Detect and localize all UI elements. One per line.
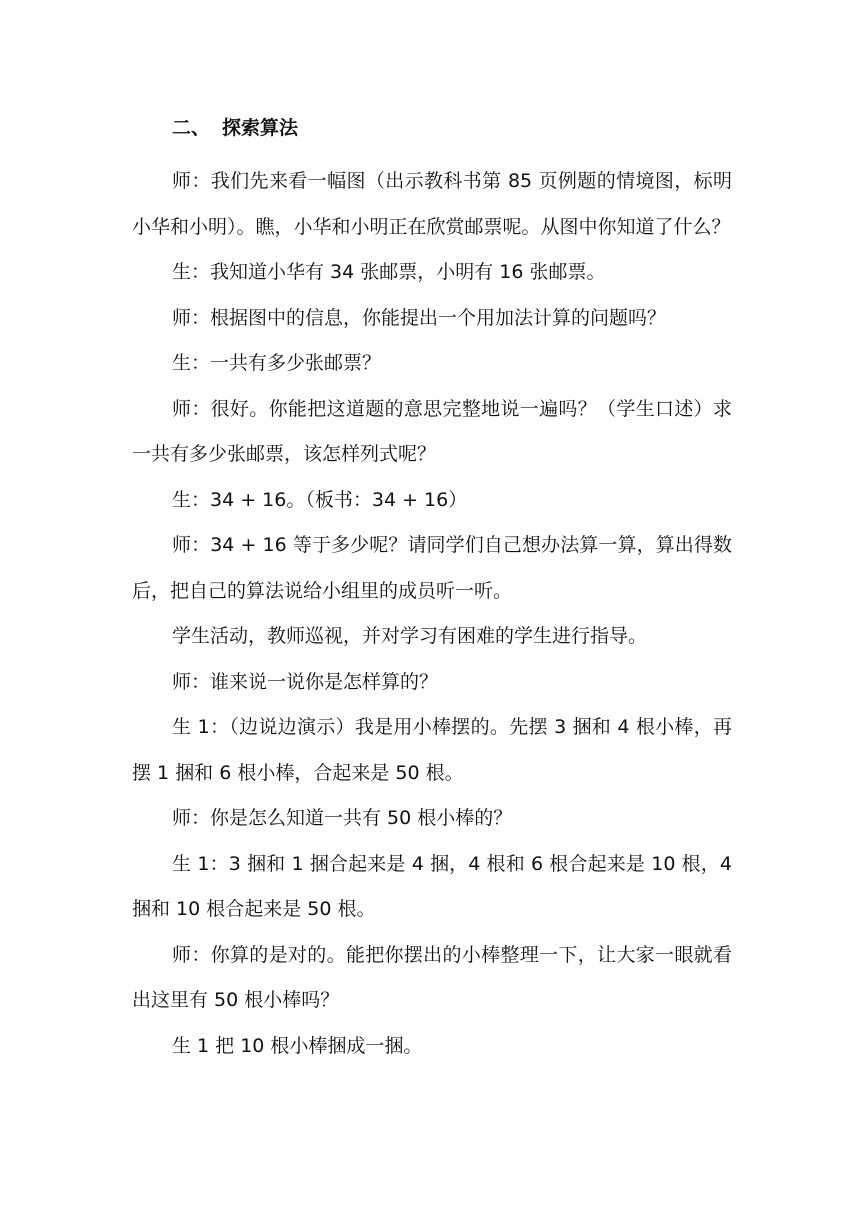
paragraph-13: 师：你算的是对的。能把你摆出的小棒整理一下，让大家一眼就看出这里有 50 根小棒吗？ (132, 943, 732, 1011)
paragraph-6: 生：34 + 16。（板书：34 + 16） (172, 488, 468, 511)
paragraph-11: 师：你是怎么知道一共有 50 根小棒的？ (172, 807, 513, 829)
section-number: 二、 (172, 117, 211, 139)
paragraph-2: 生：我知道小华有 34 张邮票，小明有 16 张邮票。 (172, 261, 606, 283)
paragraph-10: 生 1：（边说边演示）我是用小棒摆的。先摆 3 捆和 4 根小棒，再摆 1 捆和 6 根小棒，合起来是 50 根。 (132, 716, 732, 784)
paragraph-4: 生：一共有多少张邮票？ (172, 352, 382, 374)
section-heading (172, 113, 732, 159)
paragraph-5: 师：很好。你能把这道题的意思完整地说一遍吗？（学生口述）求一共有多少张邮票，该怎样列式呢？ (132, 397, 732, 465)
document-body (132, 113, 732, 1069)
paragraph-3: 师：根据图中的信息，你能提出一个用加法计算的问题吗？ (172, 306, 667, 329)
section-title: 探索算法 (222, 117, 299, 139)
paragraph-8: 学生活动，教师巡视，并对学习有困难的学生进行指导。 (172, 625, 648, 647)
paragraph-7: 师：34 + 16 等于多少呢？请同学们自己想办法算一算，算出得数后，把自己的算法说给小组里的成员听一听。 (132, 534, 732, 602)
paragraph-14: 生 1 把 10 根小棒捆成一捆。 (172, 1034, 423, 1057)
paragraph-1: 师：我们先来看一幅图（出示教科书第 85 页例题的情境图，标明小华和小明）。瞧，小华和小明正在欣赏邮票呢。从图中你知道了什么？ (132, 170, 732, 238)
paragraph-9: 师：谁来说一说你是怎样算的？ (172, 670, 439, 693)
paragraph-12: 生 1：3 捆和 1 捆合起来是 4 捆，4 根和 6 根合起来是 10 根，4 捆和 10 根合起来是 50 根。 (132, 852, 732, 920)
